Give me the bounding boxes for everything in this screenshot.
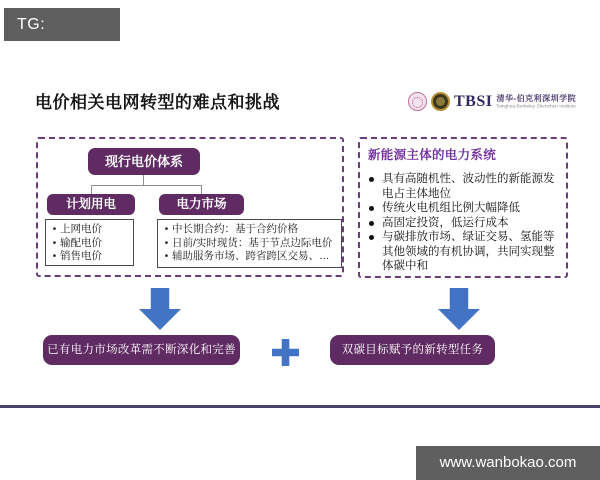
list-item-text: 辅助服务市场、跨省跨区交易、… bbox=[172, 250, 330, 262]
berkeley-seal-icon bbox=[431, 92, 450, 111]
list-item-text: 销售电价 bbox=[60, 250, 102, 262]
page-title: 电价相关电网转型的难点和挑战 bbox=[35, 93, 280, 112]
list-item-text: 高固定投资，低运行成本 bbox=[382, 216, 509, 229]
connector-line bbox=[143, 175, 144, 185]
down-arrow-icon bbox=[139, 288, 181, 330]
list-item-text: 上网电价 bbox=[60, 223, 102, 235]
flow-root-node: 现行电价体系 bbox=[88, 148, 200, 175]
list-item bbox=[49, 223, 132, 237]
telegram-watermark: TG: MYYJJPP bbox=[4, 8, 120, 41]
list-item bbox=[368, 216, 560, 231]
logo-acronym: TBSI bbox=[454, 92, 493, 110]
list-item-text: 输配电价 bbox=[60, 236, 102, 249]
bottom-divider-line bbox=[0, 405, 600, 408]
bullet-icon: • bbox=[52, 250, 57, 262]
connector-line bbox=[201, 185, 202, 194]
logo-name-en: Tsinghua-Berkeley Shenzhen Institute bbox=[496, 103, 577, 109]
list-item bbox=[368, 201, 560, 216]
bullet-icon bbox=[369, 177, 374, 182]
list-item bbox=[49, 237, 132, 251]
connector-line bbox=[91, 185, 202, 186]
list-item-text: 具有高随机性、波动性的新能源发电占主体地位 bbox=[382, 173, 555, 200]
list-item bbox=[161, 237, 340, 251]
bullet-icon: • bbox=[164, 250, 169, 262]
bullet-icon: • bbox=[164, 223, 169, 235]
list-item bbox=[49, 250, 132, 264]
logo-names bbox=[496, 94, 600, 110]
branch-power-market: 电力市场 bbox=[159, 194, 244, 215]
list-item bbox=[368, 172, 560, 201]
bullet-icon: • bbox=[52, 236, 57, 249]
list-item bbox=[161, 223, 340, 237]
list-item-text: 传统火电机组比例大幅降低 bbox=[382, 202, 520, 214]
list-item-text: 与碳排放市场、绿证交易、氢能等其他领域的有机协调，共同实现整体碳中和 bbox=[382, 231, 555, 272]
logo-name-cn: 清华-伯克利深圳学院 bbox=[496, 93, 577, 103]
panel-bullet-list bbox=[368, 172, 560, 274]
down-arrow-icon bbox=[438, 288, 480, 330]
branch-planned-power: 计划用电 bbox=[47, 194, 135, 215]
bullet-icon bbox=[369, 221, 374, 226]
tbsi-logo bbox=[408, 92, 600, 111]
plus-icon bbox=[272, 339, 299, 366]
power-market-list bbox=[157, 219, 342, 268]
panel-heading: 新能源主体的电力系统 bbox=[368, 148, 497, 162]
list-item bbox=[368, 230, 560, 274]
conclusion-left-box: 已有电力市场改革需不断深化和完善 bbox=[43, 335, 240, 365]
bullet-icon bbox=[369, 206, 374, 211]
conclusion-right-box: 双碳目标赋予的新转型任务 bbox=[330, 335, 495, 365]
bullet-icon: • bbox=[164, 236, 169, 249]
current-pricing-panel bbox=[36, 137, 344, 277]
list-item-text: 中长期合约：基于合约价格 bbox=[172, 223, 298, 235]
bullet-icon bbox=[369, 235, 374, 240]
website-watermark: www.wanbokao.com bbox=[416, 446, 600, 480]
planned-power-list bbox=[45, 219, 134, 266]
tsinghua-seal-icon bbox=[408, 92, 427, 111]
list-item bbox=[161, 250, 340, 264]
new-energy-system-panel bbox=[358, 137, 568, 278]
list-item-text: 日前/实时现货：基于节点边际电价 bbox=[172, 236, 333, 249]
bullet-icon: • bbox=[52, 223, 57, 235]
connector-line bbox=[91, 185, 92, 194]
